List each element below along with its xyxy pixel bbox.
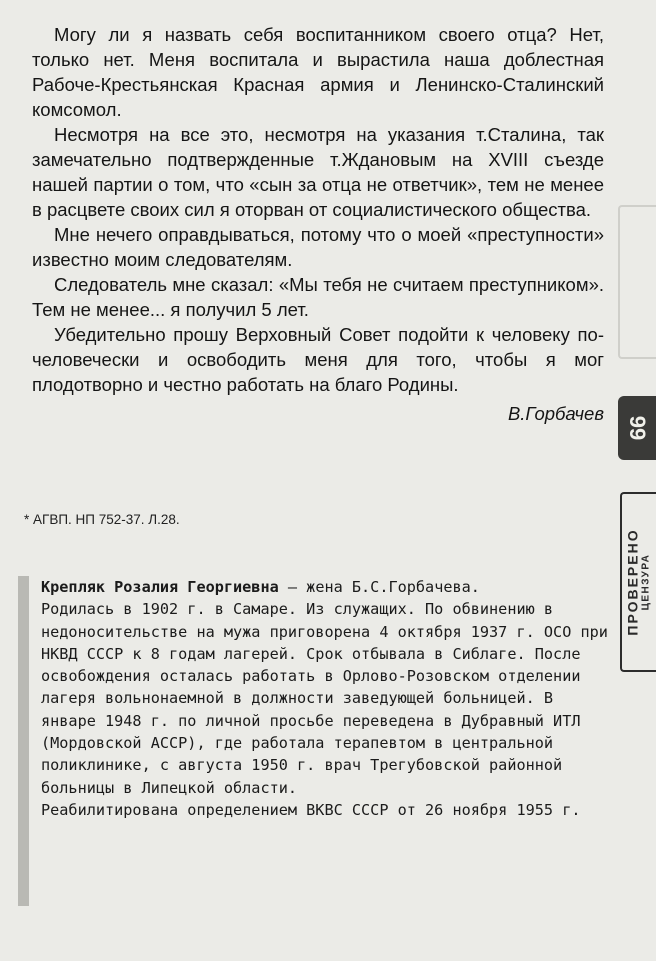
letter-paragraph: Убедительно прошу Верховный Совет подойти к человеку по-человечески и освободить меня для того, чтобы я мог плодотворно и честно работать на благо Родины. [32,324,604,395]
biography-relation: – жена Б.С.Горбачева. [278,578,480,596]
biography-body: Родилась в 1902 г. в Самаре. Из служащих. По обвинению в недоносительстве на мужа приговорена 4 октября 1937 г. ОСО при НКВД СССР к 8 годам лагерей. Срок отбывала в Сиблаге. После освобождения осталась работать в Орлово-Розовском отделении лагеря вольнонаемной в должности заведующей больницей. В январе 1948 г. по личной просьбе переведена в Дубравный ИТЛ (Мордовской АССР), где работала терапевтом в центральной поликлинике, с августа 1950 г. врач Трегубовской районной больницы в Липецкой области. [41,600,608,797]
biography-name: Крепляк Розалия Георгиевна [41,578,279,596]
censor-stamp [620,492,656,672]
stamp-line-1: ПРОВЕРЕНО [625,528,642,636]
page-number: 99 [624,415,650,441]
letter-paragraph: Могу ли я назвать себя воспитанником своего отца? Нет, только нет. Меня воспитала и вырастила наша доблестная Рабоче-Крестьянская Красная армия и Ленинско-Сталинский комсомол. [32,24,604,120]
footnote: * АГВП. НП 752-37. Л.28. [24,512,180,527]
page-number-tab [618,396,656,460]
biography-box [18,576,610,906]
stamp-line-2: ЦЕНЗУРА [641,553,653,611]
biography-heading [41,576,610,598]
letter-text [32,22,604,426]
letter-paragraph: Следователь мне сказал: «Мы тебя не считаем преступником». Тем не менее... я получил 5 лет. [32,274,604,320]
biography-rehabilitation: Реабилитирована определением ВКВС СССР от 26 ноября 1955 г. [41,800,581,819]
letter-paragraph: Несмотря на все это, несмотря на указания т.Сталина, так замечательно подтвержденные т.Ждановым на XVIII съезде нашей партии о том, что «сын за отца не ответчик», тем не менее в расцвете своих сил я оторван от социалистического общества. [32,124,604,220]
letter-signature: В.Горбачев [507,403,604,424]
bleed-through-stamp [618,205,656,359]
letter-paragraph: Мне нечего оправдываться, потому что о моей «преступности» известно моим следователям. [32,224,604,270]
